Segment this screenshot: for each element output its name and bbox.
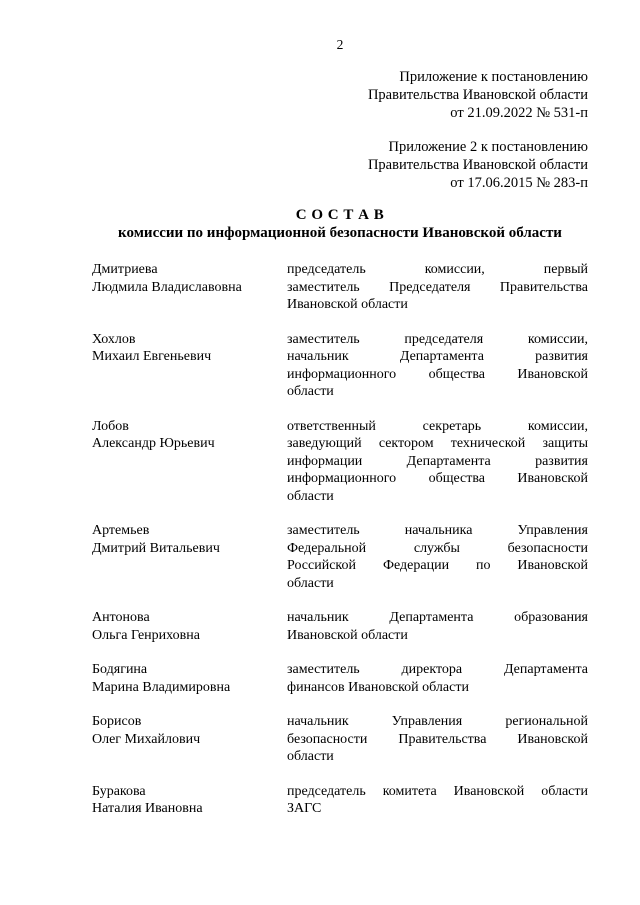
member-role-line: заместитель Председателя Правительства	[287, 279, 588, 295]
member-row	[92, 609, 588, 644]
appendix-line: от 17.06.2015 № 283-п	[450, 175, 588, 191]
member-name	[92, 261, 287, 314]
member-row	[92, 331, 588, 401]
member-role-line: начальник Департамента развития	[287, 349, 588, 364]
member-row	[92, 418, 588, 506]
member-name-line: Дмитрий Витальевич	[92, 540, 220, 556]
appendix-block	[92, 138, 588, 192]
member-name-line: Александр Юрьевич	[92, 436, 215, 451]
commission-members-list	[92, 261, 588, 818]
member-name-line: Антонова	[92, 610, 150, 625]
member-role-line: области	[287, 384, 334, 399]
member-name-line: Артемьев	[92, 523, 150, 538]
document-subtitle: комиссии по информационной безопасности Ивановской области	[118, 225, 562, 241]
member-role-line: Федеральной службы безопасности	[287, 540, 588, 556]
member-name-line: Буракова	[92, 783, 146, 799]
document-title: С О С Т А В	[295, 207, 385, 223]
member-row	[92, 522, 588, 592]
member-role-line: Ивановской области	[287, 297, 408, 312]
member-role	[287, 261, 588, 314]
member-name	[92, 783, 287, 818]
member-row	[92, 713, 588, 766]
member-role-line: заместитель председателя комиссии,	[287, 331, 588, 347]
member-name	[92, 522, 287, 592]
member-name-line: Олег Михайлович	[92, 731, 201, 747]
appendix-line: Приложение к постановлению	[399, 69, 588, 85]
member-name-line: Борисов	[92, 714, 142, 729]
member-role-line: Российской Федерации по Ивановской	[287, 558, 588, 573]
member-row	[92, 661, 588, 696]
member-role-line: информационного общества Ивановской	[287, 471, 588, 486]
member-role-line: информационного общества Ивановской	[287, 366, 588, 382]
member-role	[287, 783, 588, 818]
page-number: 2	[336, 37, 344, 52]
member-name-line: Дмитриева	[92, 262, 158, 277]
member-role-line: области	[287, 488, 334, 504]
member-row	[92, 783, 588, 818]
member-role-line: области	[287, 749, 334, 764]
member-role-line: заместитель директора Департамента	[287, 662, 588, 677]
member-name-line: Лобов	[92, 418, 129, 434]
member-name	[92, 713, 287, 766]
member-role	[287, 522, 588, 592]
member-role-line: начальник Департамента образования	[287, 610, 588, 625]
member-row	[92, 261, 588, 314]
member-role-line: заведующий сектором технической защиты	[287, 436, 588, 451]
member-role	[287, 609, 588, 644]
appendix-blocks	[92, 68, 588, 192]
member-role	[287, 418, 588, 506]
member-name-line: Хохлов	[92, 331, 136, 347]
appendix-line: от 21.09.2022 № 531-п	[450, 105, 588, 121]
member-role-line: безопасности Правительства Ивановской	[287, 731, 588, 747]
member-role-line: председатель комитета Ивановской области	[287, 783, 588, 799]
member-role-line: ЗАГС	[287, 801, 322, 816]
appendix-line: Правительства Ивановской области	[367, 157, 588, 173]
appendix-line: Приложение 2 к постановлению	[388, 139, 588, 155]
member-role-line: заместитель начальника Управления	[287, 523, 588, 538]
member-role	[287, 713, 588, 766]
appendix-block	[92, 68, 588, 122]
member-name	[92, 331, 287, 401]
member-name-line: Бодягина	[92, 662, 148, 677]
member-name-line: Наталия Ивановна	[92, 801, 203, 816]
member-role	[287, 661, 588, 696]
member-name-line: Михаил Евгеньевич	[92, 349, 212, 364]
member-name-line: Ольга Генриховна	[92, 627, 200, 643]
member-role-line: ответственный секретарь комиссии,	[287, 418, 588, 434]
member-name	[92, 418, 287, 506]
member-role-line: начальник Управления региональной	[287, 714, 588, 729]
member-role-line: финансов Ивановской области	[287, 679, 469, 695]
member-role-line: информации Департамента развития	[287, 453, 588, 469]
member-role-line: председатель комиссии, первый	[287, 262, 588, 277]
appendix-line: Правительства Ивановской области	[367, 87, 588, 103]
member-name-line: Марина Владимировна	[92, 679, 231, 695]
member-name	[92, 661, 287, 696]
member-role	[287, 331, 588, 401]
member-role-line: области	[287, 575, 334, 591]
member-name-line: Людмила Владиславовна	[92, 279, 242, 295]
member-role-line: Ивановской области	[287, 627, 408, 643]
member-name	[92, 609, 287, 644]
